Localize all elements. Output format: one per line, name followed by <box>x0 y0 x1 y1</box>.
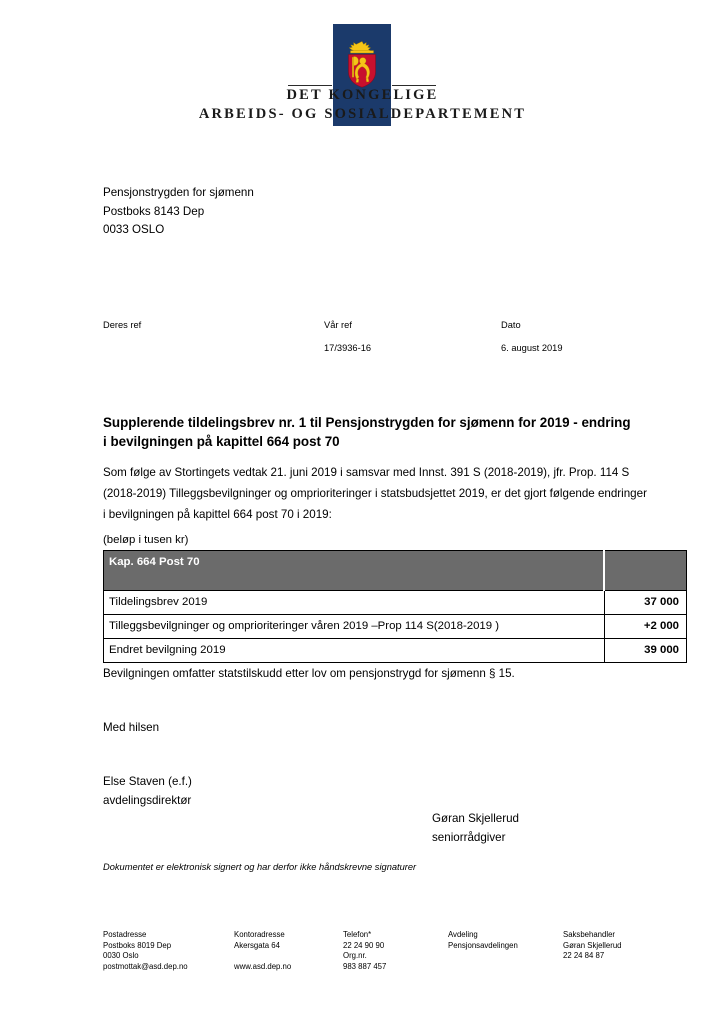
signer-title-primary: avdelingsdirektør <box>103 794 192 807</box>
recipient-line-3: 0033 OSLO <box>103 223 165 237</box>
footer-column-postadresse <box>103 930 233 972</box>
norwegian-coat-of-arms-icon <box>343 40 381 88</box>
footer-heading: Postadresse <box>103 930 147 939</box>
footer-line: 22 24 90 90 <box>343 940 385 950</box>
table-cell-label: Tilleggsbevilgninger og omprioriteringer våren 2019 –Prop 114 S(2018-2019 ) <box>104 615 605 639</box>
signature-block-left <box>103 772 192 810</box>
footer-line: Akersgata 64 <box>234 940 280 950</box>
signer-name-primary: Else Staven (e.f.) <box>103 775 192 788</box>
footer-column-saksbehandler <box>563 930 683 962</box>
footer-heading: Telefon* <box>343 930 372 939</box>
signature-block-right <box>432 809 519 847</box>
dato-label: Dato <box>501 320 521 330</box>
table-header-label: Kap. 664 Post 70 <box>104 551 605 591</box>
footer-heading: Saksbehandler <box>563 930 616 939</box>
footer-line: Gøran Skjellerud <box>563 940 622 950</box>
table-cell-label: Endret bevilgning 2019 <box>104 639 605 663</box>
footer-email[interactable]: postmottak@asd.dep.no <box>103 961 188 971</box>
letterhead-line-1: DET KONGELIGE <box>286 87 439 103</box>
footer-line: 983 887 457 <box>343 961 387 971</box>
letterhead-line-2: ARBEIDS- OG SOSIALDEPARTEMENT <box>198 106 527 122</box>
table-row <box>104 639 687 663</box>
table-cell-label: Tildelingsbrev 2019 <box>104 591 605 615</box>
deres-ref-label: Deres ref <box>103 320 142 330</box>
intro-paragraph: Som følge av Stortingets vedtak 21. juni 2019 i samsvar med Innst. 391 S (2018-2019), jfr. Prop. 114 S (2018-2019) Tilleggsbevilgninger og omprioriteringer i statsbudsjettet 2019, er det gjort følgende endringer i bevilgningen på kapittel 664 post 70 i 2019: <box>103 466 647 521</box>
post-table-paragraph: Bevilgningen omfatter statstilskudd etter lov om pensjonstrygd for sjømenn § 15. <box>103 667 515 680</box>
recipient-line-2: Postboks 8143 Dep <box>103 204 205 218</box>
dato-value: 6. august 2019 <box>501 343 563 353</box>
var-ref-value: 17/3936-16 <box>324 343 372 353</box>
signer-title-secondary: seniorrådgiver <box>432 831 506 844</box>
table-cell-value: +2 000 <box>604 615 687 639</box>
footer-line: 0030 Oslo <box>103 951 139 961</box>
table-row <box>104 591 687 615</box>
electronic-signature-note: Dokumentet er elektronisk signert og har derfor ikke håndskrevne signaturer <box>103 862 417 872</box>
var-ref-label: Vår ref <box>324 320 352 330</box>
page-title: Supplerende tildelingsbrev nr. 1 til Pensjonstrygden for sjømenn for 2019 - endring i bevilgningen på kapittel 664 post 70 <box>103 415 631 449</box>
footer-line: Postboks 8019 Dep <box>103 940 172 950</box>
recipient-line-1: Pensjonstrygden for sjømenn <box>103 186 254 199</box>
budget-table <box>103 550 687 663</box>
dato-column <box>501 318 563 355</box>
footer-column-telefon <box>343 930 443 972</box>
var-ref-column <box>324 318 371 355</box>
closing-greeting: Med hilsen <box>103 721 160 734</box>
letterhead-text <box>0 86 725 124</box>
footer-website[interactable]: www.asd.dep.no <box>234 961 292 971</box>
footer-column-kontoradresse <box>234 930 339 972</box>
footer-line: Org.nr. <box>343 951 367 961</box>
recipient-address <box>103 184 254 240</box>
table-header-value <box>604 551 687 591</box>
deres-ref-column <box>103 318 141 341</box>
signer-name-secondary: Gøran Skjellerud <box>432 812 519 825</box>
footer-line: 22 24 84 87 <box>563 951 605 961</box>
table-header-row <box>104 551 687 591</box>
footer-spacer <box>234 951 339 962</box>
footer-heading: Avdeling <box>448 930 478 939</box>
table-cell-value: 39 000 <box>604 639 687 663</box>
footer-heading: Kontoradresse <box>234 930 285 939</box>
letterhead <box>0 24 725 128</box>
amount-unit-note: (beløp i tusen kr) <box>103 534 189 546</box>
table-row <box>104 615 687 639</box>
footer-line: Pensjonsavdelingen <box>448 940 518 950</box>
footer-column-avdeling <box>448 930 563 951</box>
table-cell-value: 37 000 <box>604 591 687 615</box>
